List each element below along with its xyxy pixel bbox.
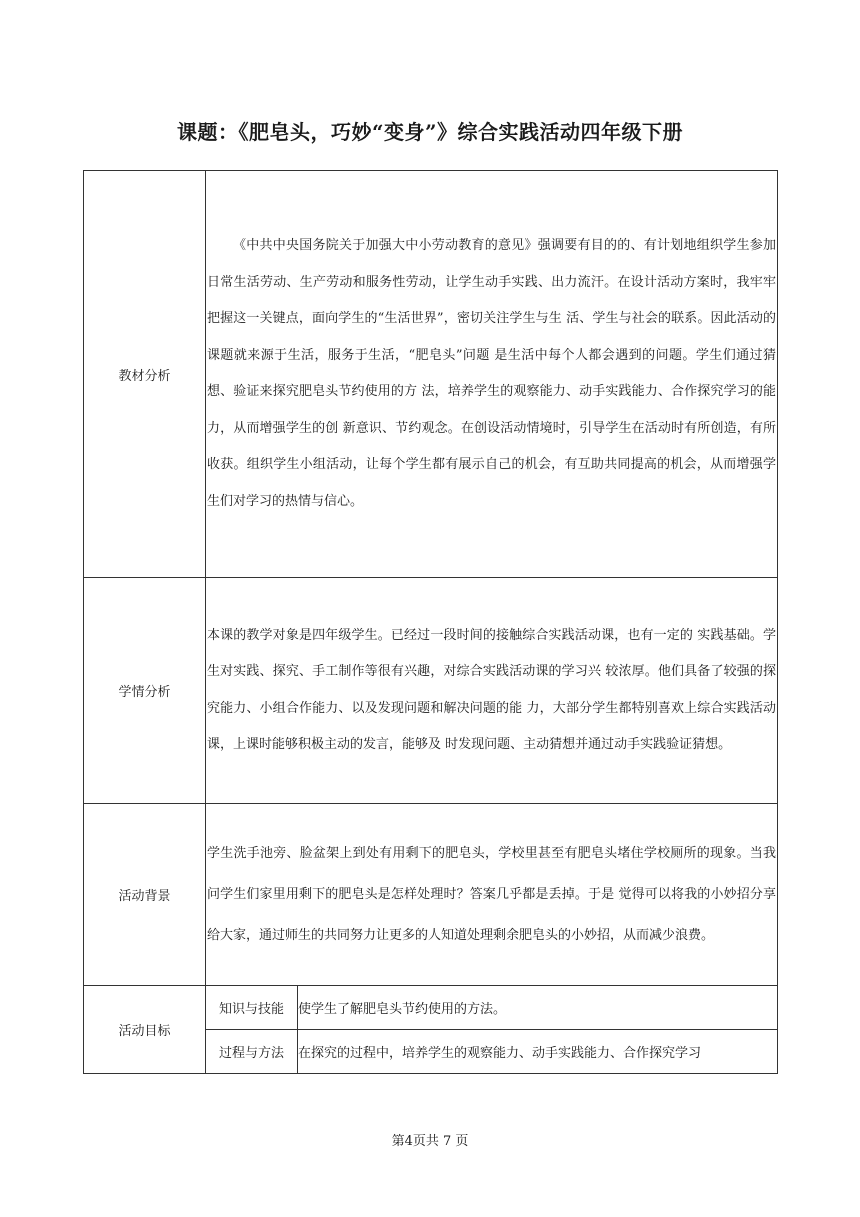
row-content-students	[206, 578, 778, 804]
table-row-background	[84, 804, 778, 986]
lesson-plan-table	[83, 170, 778, 1074]
material-analysis-text: 《中共中央国务院关于加强大中小劳动教育的意见》强调要有目的的、有计划地组织学生参加日常生活劳动、生产劳动和服务性劳动，让学生动手实践、出力流汗。在设计活动方案时，我牢牢把握这一关键点，面向学生的“生活世界”，密切关注学生与生 活、学生与社会的联系。因此活动的课题就来源于生活，服务于生活，“肥皂头”问题 是生活中每个人都会遇到的问题。学生们通过猜想、验证来探究肥皂头节约使用的方 法，培养学生的观察能力、动手实践能力、合作探究学习的能力，从而增强学生的创 新意识、节约观念。在创设活动情境时，引导学生在活动时有所创造，有所收获。组织学生小组活动，让每个学生都有展示自己的机会，有互助共同提高的机会，从而增强学生们对学习的热情与信心。	[207, 238, 776, 509]
table-row-material	[84, 171, 778, 578]
row-label-material: 教材分析	[84, 171, 206, 578]
page-number: 第4页共 7 页	[391, 1134, 469, 1149]
row-content-material	[206, 171, 778, 578]
goal-label-knowledge: 知识与技能	[206, 986, 298, 1030]
page-title: 课题：《肥皂头，巧妙“变身”》综合实践活动四年级下册	[176, 120, 683, 144]
row-label-students: 学情分析	[84, 578, 206, 804]
row-label-goals: 活动目标	[84, 986, 206, 1074]
goal-text-process: 在探究的过程中，培养学生的观察能力、动手实践能力、合作探究学习	[298, 1030, 778, 1074]
student-analysis-text: 本课的教学对象是四年级学生。已经过一段时间的接触综合实践活动课，也有一定的 实践基础。学生对实践、探究、手工制作等很有兴趣，对综合实践活动课的学习兴 较浓厚。他们具备了较强的探究能力、小组合作能力、以及发现问题和解决问题的能 力，大部分学生都特别喜欢上综合实践活动课，上课时能够积极主动的发言，能够及 时发现问题、主动猜想并通过动手实践验证猜想。	[207, 627, 776, 752]
row-content-background	[206, 804, 778, 986]
row-label-background: 活动背景	[84, 804, 206, 986]
table-row-goals-1	[84, 986, 778, 1030]
table-row-students	[84, 578, 778, 804]
goal-text-knowledge: 使学生了解肥皂头节约使用的方法。	[298, 986, 778, 1030]
activity-background-text: 学生洗手池旁、脸盆架上到处有用剩下的肥皂头，学校里甚至有肥皂头堵住学校厕所的现象。当我问学生们家里用剩下的肥皂头是怎样处理时？答案几乎都是丢掉。于是 觉得可以将我的小妙招分享给大家，通过师生的共同努力让更多的人知道处理剩余肥皂头的小妙招，从而减少浪费。	[207, 846, 776, 943]
goal-label-process: 过程与方法	[206, 1030, 298, 1074]
